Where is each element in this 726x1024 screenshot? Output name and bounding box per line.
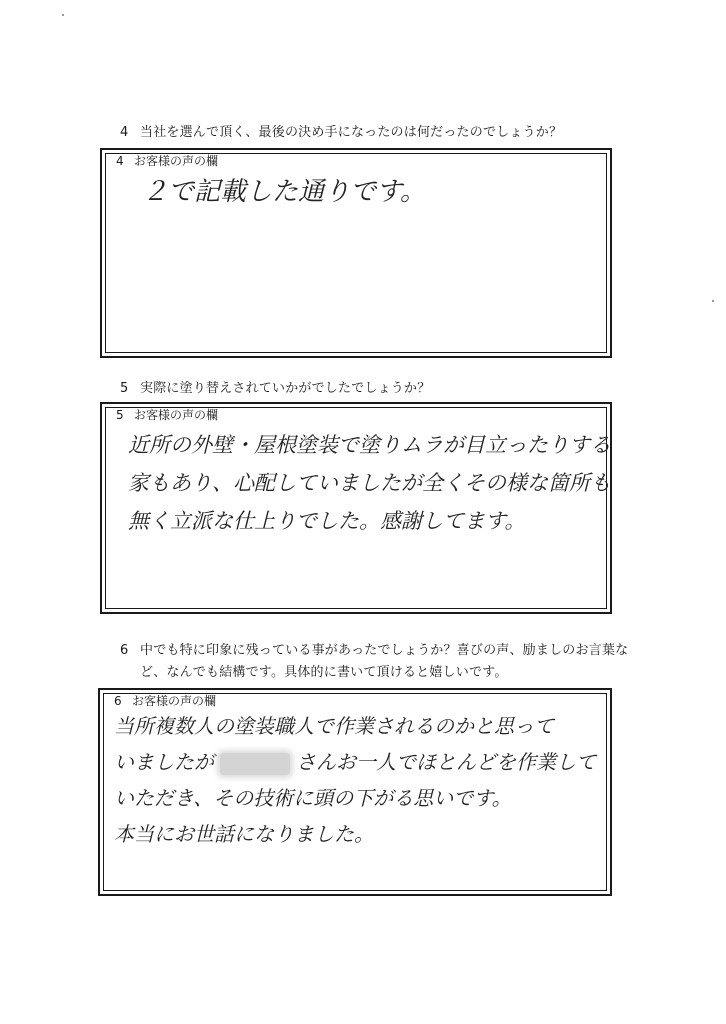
answer-line: 無く立派な仕上りでした。感謝してます。: [128, 509, 526, 533]
box-label: [116, 154, 218, 168]
answer-box-4: [100, 148, 612, 358]
box-label-text: お客様の声の欄: [134, 154, 219, 168]
handwritten-answer: [142, 174, 426, 210]
scan-speck: [712, 300, 714, 302]
box-label: [116, 408, 218, 422]
answer-line: [114, 744, 596, 780]
box-label-number: 6: [114, 694, 122, 708]
answer-line: 近所の外壁・屋根塗装で塗りムラが目立ったりする: [128, 433, 611, 457]
question-number: 6: [120, 643, 129, 658]
box-label-number: 5: [116, 408, 124, 422]
answer-line: 本当にお世話になりました。: [114, 822, 374, 846]
question-text: 中でも特に印象に残っている事があったでしょうか？喜びの声、励ましのお言葉な: [140, 643, 629, 658]
answer-line: 当所複数人の塗装職人で作業されるのかと思って: [114, 714, 554, 738]
box-label-text: お客様の声の欄: [132, 694, 217, 708]
answer-text-after-redaction: さんお一人でほとんどを作業して: [296, 750, 596, 774]
question-number: 4: [120, 125, 129, 140]
question-6: [120, 640, 628, 684]
answer-box-6: [98, 688, 612, 896]
answer-text-before-redaction: いましたが: [114, 750, 214, 774]
answer-line: いただき、その技術に頭の下がる思いです。: [114, 786, 512, 810]
question-text-continued: ど、なんでも結構です。具体的に書いて頂けると嬉しいです。: [140, 665, 508, 680]
scan-speck: [62, 14, 64, 16]
question-number: 5: [120, 381, 129, 396]
box-label: [114, 694, 216, 708]
question-4: [120, 122, 562, 144]
question-text: 当社を選んで頂く、最後の決め手になったのは何だったのでしょうか？: [140, 125, 563, 140]
handwritten-answer: [128, 426, 611, 540]
answer-line: 家もあり、心配していましたが全くその様な箇所も: [128, 471, 611, 495]
answer-box-5: [100, 402, 612, 614]
answer-line: ２で記載した通りです。: [142, 177, 426, 207]
question-text: 実際に塗り替えされていかがでしたでしょうか？: [140, 381, 431, 396]
question-5: [120, 378, 430, 400]
box-label-text: お客様の声の欄: [134, 408, 219, 422]
handwritten-answer: [114, 708, 596, 852]
redacted-name: [220, 753, 290, 775]
box-label-number: 4: [116, 154, 124, 168]
